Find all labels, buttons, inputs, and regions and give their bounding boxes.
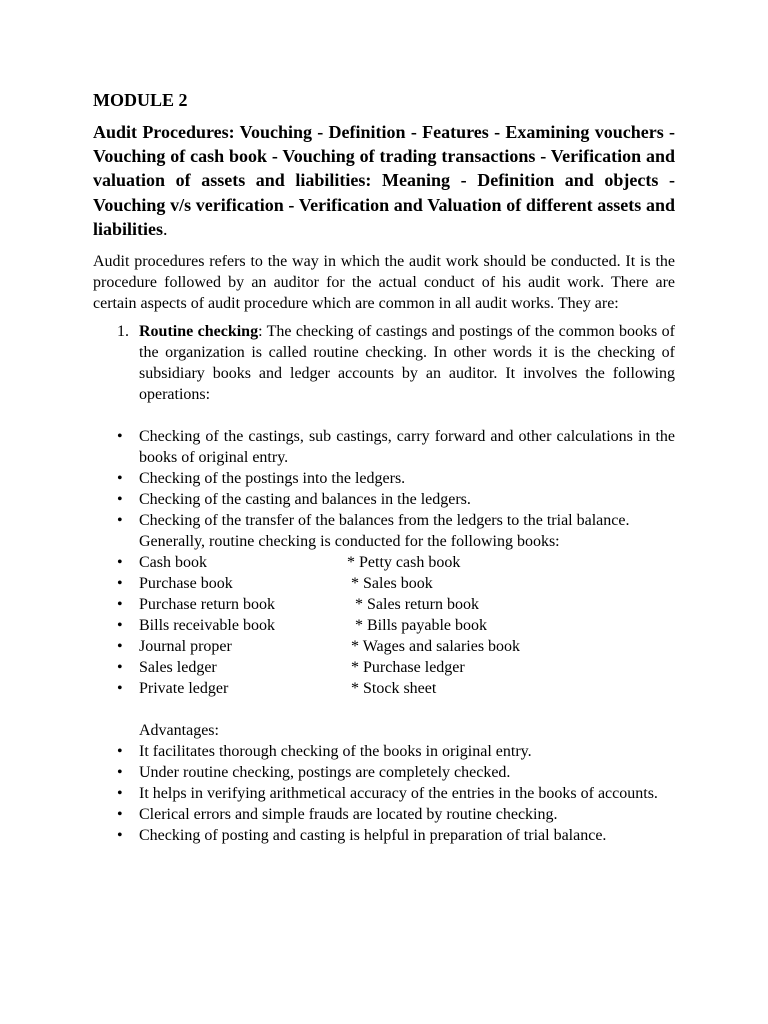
- heading-period: .: [163, 218, 168, 239]
- list-item-text: Clerical errors and simple frauds are located by routine checking.: [139, 806, 558, 824]
- bullet-icon: •: [117, 785, 123, 803]
- book-left: Bills receivable book: [139, 617, 275, 635]
- bullet-icon: •: [117, 827, 123, 845]
- bullet-icon: •: [117, 806, 123, 824]
- blank-line: [93, 699, 675, 720]
- book-right: * Sales return book: [347, 596, 479, 614]
- heading-text: Audit Procedures: Vouching - Definition - Features - Examining vouchers -Vouching of cash book - Vouching of trading transactions - Verification and valuation of assets and liabilities: Meaning - Definition and objects - Vouching v/s verification - Verification and Valuation of different assets and liabilities: [93, 122, 675, 239]
- book-left: Sales ledger: [139, 659, 217, 677]
- bullet-icon: •: [117, 554, 123, 572]
- operations-list: [93, 426, 675, 531]
- book-right: * Petty cash book: [347, 554, 461, 572]
- blank-line: [93, 405, 675, 426]
- list-item: [93, 468, 675, 489]
- book-right: * Purchase ledger: [347, 659, 465, 677]
- item-term: Routine checking: [139, 323, 259, 341]
- book-right: * Stock sheet: [347, 680, 437, 698]
- list-item: [93, 594, 675, 615]
- list-item: [93, 426, 675, 468]
- bullet-icon: •: [117, 428, 123, 446]
- advantages-list: [93, 741, 675, 846]
- module-heading: [93, 120, 675, 241]
- bullet-icon: •: [117, 680, 123, 698]
- module-title: MODULE 2: [93, 90, 188, 110]
- list-item: [93, 489, 675, 510]
- list-item-text: Checking of posting and casting is helpful in preparation of trial balance.: [139, 827, 607, 845]
- bullet-icon: •: [117, 491, 123, 509]
- book-left: Private ledger: [139, 680, 229, 698]
- list-item-text: Checking of the transfer of the balances from the ledgers to the trial balance.: [139, 512, 630, 530]
- list-item: [93, 678, 675, 699]
- bullet-icon: •: [117, 743, 123, 761]
- book-right: * Bills payable book: [347, 617, 487, 635]
- list-item-text: Checking of the casting and balances in the ledgers.: [139, 491, 471, 509]
- list-item: [93, 762, 675, 783]
- item-number: 1.: [117, 323, 129, 341]
- bullet-icon: •: [117, 659, 123, 677]
- list-item-text: It facilitates thorough checking of the books in original entry.: [139, 743, 532, 761]
- bullet-icon: •: [117, 512, 123, 530]
- books-list: [93, 552, 675, 699]
- item-body: [139, 323, 675, 403]
- list-item: [93, 741, 675, 762]
- list-item-text: Under routine checking, postings are completely checked.: [139, 764, 511, 782]
- book-right: * Wages and salaries book: [347, 638, 521, 656]
- list-item: [93, 552, 675, 573]
- bullet-icon: •: [117, 764, 123, 782]
- list-item: [93, 783, 675, 804]
- book-left: Cash book: [139, 554, 207, 572]
- list-item: [93, 615, 675, 636]
- numbered-item-routine-checking: [93, 321, 675, 405]
- bullet-icon: •: [117, 596, 123, 614]
- bullet-icon: •: [117, 575, 123, 593]
- item-text: : The checking of castings and postings of the common books of the organization is called routine checking. In other words it is the checking of subsidiary books and ledger accounts by an auditor. It involves the following operations:: [139, 323, 675, 404]
- book-left: Purchase return book: [139, 596, 275, 614]
- list-item: [93, 825, 675, 846]
- bullet-icon: •: [117, 638, 123, 656]
- list-item: [93, 573, 675, 594]
- list-item: [93, 510, 675, 531]
- list-item: [93, 804, 675, 825]
- list-item-text: Checking of the postings into the ledgers.: [139, 470, 406, 488]
- bullet-icon: •: [117, 617, 123, 635]
- list-item: [93, 657, 675, 678]
- advantages-label: Advantages:: [139, 722, 219, 740]
- page-content: [93, 88, 675, 846]
- list-item-text: It helps in verifying arithmetical accuracy of the entries in the books of accounts.: [139, 785, 658, 803]
- books-intro: Generally, routine checking is conducted for the following books:: [139, 533, 560, 551]
- bullet-icon: •: [117, 470, 123, 488]
- intro-paragraph: Audit procedures refers to the way in which the audit work should be conducted. It is the procedure followed by an auditor for the actual conduct of his audit work. There are certain aspects of audit procedure which are common in all audit works. They are:: [93, 253, 675, 313]
- book-left: Journal proper: [139, 638, 232, 656]
- list-item-text: Checking of the castings, sub castings, carry forward and other calculations in the books of original entry.: [139, 428, 675, 467]
- book-right: * Sales book: [347, 575, 433, 593]
- book-left: Purchase book: [139, 575, 233, 593]
- list-item: [93, 636, 675, 657]
